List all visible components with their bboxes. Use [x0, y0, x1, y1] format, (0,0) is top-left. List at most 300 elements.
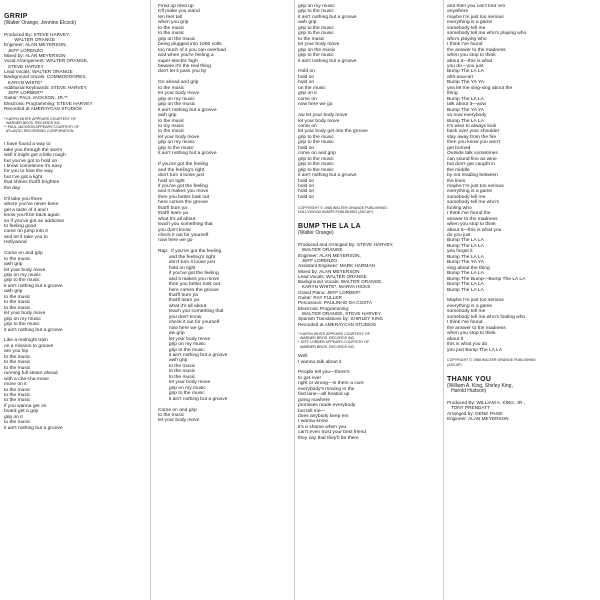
lyric-line: to the music — [4, 398, 31, 404]
lyric-line: does anybody keep em — [298, 414, 349, 420]
lyric-line: to the music — [158, 369, 196, 375]
credit-line: JEFF LORBER** — [4, 90, 44, 96]
lyric-line: and it makes you move — [158, 189, 209, 195]
lyric-line: to the music — [4, 420, 31, 426]
lyric-line: People tell you—there's — [298, 370, 350, 376]
lyric-line: but I've got a light — [4, 174, 43, 180]
lyric-line: check it out for yourself — [158, 320, 220, 326]
lyric-line: It's wise to always look — [447, 123, 497, 129]
lyric-line: that'll learn ya — [158, 298, 199, 304]
lyric-line: to the music — [4, 256, 31, 262]
lyric-line: here comes the groove — [158, 200, 209, 206]
lyric-line: to the music — [158, 363, 196, 369]
lyric-line: awh grip — [158, 113, 177, 119]
lyric-line: grip to the music — [298, 31, 334, 37]
lyric-line: if you wanna get on — [4, 403, 47, 409]
credit-line: Produced By: STEVE HARVEY, — [4, 31, 71, 37]
lyric-line: to the music — [4, 387, 31, 393]
lyric-line: and when you're feeling a — [158, 53, 214, 59]
lyric-line: if you've got the feeling — [158, 183, 208, 189]
lyric-line: ten feet tall — [158, 14, 182, 20]
lyric-line: where you've never been — [4, 202, 59, 208]
lyric-line: grip to the music — [158, 391, 205, 397]
credit-line: Mixed by: ALAN MEYERSON — [4, 53, 66, 59]
lyric-line: aw grip — [158, 331, 185, 337]
lyric-line: it ain't nothing but a groove — [158, 353, 228, 358]
song-title-thank-you: THANK YOU — [447, 375, 492, 383]
lyric-line: fast lane—all heated up — [298, 392, 350, 398]
lyric-line: to the music — [4, 300, 31, 306]
songwriters: (Walter Orange) — [298, 230, 334, 237]
lyric-line: it ain't nothing but a groove — [4, 327, 63, 333]
column-divider — [150, 0, 151, 600]
lyric-line: I wanna know — [298, 419, 328, 425]
lyric-line: but don't get caught in — [447, 162, 495, 168]
lyric-line: grip on my music — [4, 273, 41, 279]
lyric-line: Come on and grip — [4, 251, 43, 257]
lyric-line: then you know you won't — [447, 140, 501, 146]
lyric-line: it ain't nothing but a groove — [298, 58, 357, 64]
lyric-line: Bump The LA LA — [447, 96, 484, 102]
lyric-line: you do—you just — [447, 63, 484, 69]
lyric-line: answer to the madness — [447, 216, 498, 222]
credit-line: JEFF LORENZO — [4, 47, 44, 53]
lyric-line: to the music — [158, 25, 185, 31]
lyric-line: grip to the music — [298, 134, 334, 140]
writer-line: Harold Hudson) — [447, 388, 487, 395]
lyric-line: grip to the music — [4, 278, 40, 284]
lyric-line: grip on the music — [158, 102, 196, 108]
lyric-line: awh grip — [4, 262, 23, 268]
lyric-line: everything is a game — [447, 189, 493, 195]
credit-line: JEFF LORENZO — [298, 257, 338, 263]
lyric-line: If you've got the feeling — [158, 162, 209, 168]
lyric-line: well it might get a little rough — [4, 153, 66, 159]
courtesy-line: * KARYN WHITE APPEARS COURTESY OF — [298, 332, 370, 337]
lyric-line: about it—this is what you — [447, 227, 502, 233]
writer-line: (William A. King, Shirley King, — [447, 382, 513, 389]
lyric-line: the lines — [447, 178, 466, 184]
lyric-line: this is what you do — [447, 342, 488, 348]
lyric-line: grip on my music — [4, 316, 41, 322]
lyric-line: talk about it—aow — [447, 102, 486, 108]
lyric-line: I wanna talk about it — [298, 359, 342, 365]
lyric-line: fooling who — [447, 205, 472, 211]
lyric-line: Bump The LA LA — [447, 69, 484, 75]
lyric-line: are you hip — [4, 349, 29, 355]
column-1 — [4, 4, 144, 600]
copyright-line: COPYRIGHT © 1988 WALTER ORANGE PUBLISHING; — [298, 205, 388, 210]
lyric-line: grip on it — [4, 414, 23, 420]
lyric-line: It'll make you stand — [158, 9, 200, 15]
lyric-line: it ain't nothing but a groove — [158, 151, 217, 157]
lyric-line: get burned — [447, 145, 471, 151]
lyrics-block — [4, 142, 144, 431]
lyric-line: yea let me sing-sing about the — [447, 85, 513, 91]
lyric-line: to the music — [4, 305, 31, 311]
courtesy-notes — [298, 332, 446, 348]
lyric-line: I think I've found — [447, 320, 483, 326]
copyright-line: (ASCAP) — [447, 362, 462, 367]
lyric-line: hold on — [298, 189, 315, 195]
lyric-line: hold on — [298, 194, 315, 200]
lyric-line: to the music — [298, 36, 325, 42]
lyric-line: thing — [447, 91, 458, 97]
lyric-line: let your body move — [158, 418, 200, 424]
credit-line: Vocal Arrangement: WALTER ORANGE, — [4, 58, 89, 64]
lyric-line: by not reading between — [447, 173, 498, 179]
lyric-line: come on — [298, 123, 317, 129]
lyric-line: it ain't nothing but a groove — [298, 173, 357, 179]
lyric-line: but tell me— — [298, 408, 326, 414]
lyric-line: yea forget it — [447, 249, 473, 255]
lyric-line: grip to the music — [298, 156, 334, 162]
lyric-line: Bump The LA LA — [447, 282, 484, 288]
lyric-line: grip to the music — [298, 25, 334, 31]
lyric-line: to my music — [158, 123, 185, 129]
lyric-line: let your body move — [158, 91, 200, 97]
lyric-line: too much of it you can overload — [158, 47, 226, 53]
lyric-line: grip on my music — [158, 342, 206, 348]
lyric-line: hold on — [298, 74, 315, 80]
courtesy-line: WARNER BROS. RECORDS INC. — [298, 336, 356, 341]
lyric-line: grip on the music — [298, 47, 336, 53]
lyric-line: Bump The LA LA — [447, 271, 484, 277]
lyric-line: move on it — [4, 382, 27, 388]
lyric-line: somebody tell me who's fooling who — [447, 314, 526, 320]
lyric-line: Bump The LA LA — [447, 254, 484, 260]
lyric-line: to the music — [4, 294, 31, 300]
lyric-line: grip to the music — [298, 9, 334, 15]
songwriters — [447, 384, 597, 395]
column-2 — [158, 4, 298, 600]
lyric-line: running full steam ahead — [4, 371, 58, 377]
lyric-line: and let it take you to — [4, 234, 48, 240]
lyric-line: Bump The YA YA — [447, 107, 485, 113]
lyric-line: Bump The Bump—Bump The LA LA — [447, 276, 526, 282]
lyric-line: about it — [447, 336, 464, 342]
lyric-line: take you through the storm — [4, 147, 63, 153]
lyric-line: awh grip — [298, 20, 317, 26]
lyric-line: do you just — [447, 233, 471, 239]
lyric-line: about it—this is what — [447, 58, 493, 64]
lyric-line: for you to lose the way — [4, 169, 53, 175]
lyric-line: you just Bump The LA LA — [447, 347, 503, 353]
copyright-notice — [447, 358, 597, 366]
lyric-line: back over your shoulder — [447, 129, 500, 135]
lyric-line: on a mission to groove — [4, 343, 54, 349]
lyric-line: somebody tell me who's playing who — [447, 31, 527, 37]
lyric-line: awh grip — [4, 289, 23, 295]
lyric-line: that'll burn ya — [158, 205, 187, 211]
lyric-line: what it's all about — [158, 216, 196, 222]
lyric-line: to the music — [158, 412, 185, 418]
lyric-line: to feeling good — [4, 223, 37, 229]
lyric-line: to the music — [158, 118, 185, 124]
lyric-line: Like a midnight train — [4, 338, 48, 344]
lyric-line: when you stop to think — [447, 222, 496, 228]
credit-line: WALTER ORANGE — [298, 247, 343, 253]
credit-line: Lead Vocals: WALTER ORANGE — [4, 68, 73, 74]
credit-line: Guitar: PAUL JACKSON, JR.** — [4, 95, 68, 101]
lyric-line: Come on and grip — [158, 407, 197, 413]
lyric-line: everything is a game — [447, 20, 493, 26]
lyric-line: ahh-aow-arr — [447, 74, 474, 80]
lyric-line: then you better look out — [158, 282, 220, 288]
lyric-line: grip on my music — [298, 4, 335, 9]
lyric-line: stay away from the fire — [447, 134, 497, 140]
lyric-line: it ain't nothing but a groove — [158, 107, 217, 113]
copyright-notice — [298, 206, 446, 214]
lyric-line: get a taste of it and I — [4, 207, 49, 213]
lyric-line: come on — [298, 96, 317, 102]
lyric-line: it ain't nothing but a groove — [158, 396, 228, 402]
lyric-line: to the music — [4, 360, 31, 366]
lyrics-block — [447, 4, 597, 353]
credit-line: WALTER ORANGE — [4, 37, 56, 43]
lyric-line: Bump The LA LA — [447, 118, 484, 124]
credit-line: STEVE HARVEY — [4, 63, 44, 69]
credit-line: Spanish Translations by: SHIRLEY KING — [298, 316, 384, 322]
lyric-line: Aw let your body move — [298, 113, 348, 119]
lyric-line: to the music — [158, 31, 185, 37]
lyric-line: somebody tell me who's — [447, 200, 500, 206]
lyric-line: you don't know — [158, 314, 202, 320]
lyric-line: to the music — [4, 354, 31, 360]
lyric-line: grip to the music — [4, 322, 40, 328]
lyric-line: I have found a way to — [4, 142, 51, 148]
lyric-line: you don't know — [158, 227, 191, 233]
lyric-line: beware it's the real thing — [158, 63, 211, 69]
courtesy-line: * KARYN WHITE APPEARS COURTESY OF — [4, 116, 76, 121]
credit-line: WALTER ORANGE, STEVE HARVEY — [298, 310, 382, 316]
credit-line: Arranged by: GENE PAGE — [447, 410, 503, 416]
lyric-line: it's a shame when you — [298, 424, 347, 430]
lyric-line: going nowhere — [298, 397, 331, 403]
lyric-line: to the music — [4, 365, 31, 371]
lyric-line: somebody tell me — [447, 25, 486, 31]
lyric-line: let your body move — [4, 311, 46, 317]
lyric-line: Maybe I'm just too serious — [447, 298, 504, 304]
lyric-line: grip to the music — [158, 145, 194, 151]
credit-line: Engineer: ALAN MEYERSON — [447, 416, 509, 422]
lyric-line: and the feeling's right — [158, 167, 205, 173]
lyric-line: can't even trust your best friend — [298, 430, 367, 436]
lyric-line: the answer to the madness — [447, 325, 506, 331]
lyric-line: the day — [4, 185, 21, 191]
lyric-line: Bump The YA YA — [447, 80, 485, 86]
lyric-line: let your body move — [158, 380, 211, 386]
credit-line: TONY PRENDATT — [447, 405, 490, 411]
lyric-line: grip to the music — [298, 162, 334, 168]
credit-line: Produced and Arranged By: STEVE HARVEY, — [298, 242, 394, 248]
lyric-line: now here we go — [158, 325, 204, 331]
credit-line: Electronic Programming: STEVE HARVEY — [4, 100, 93, 106]
lyric-line: so if you've got an addiction — [4, 218, 65, 224]
lyric-line: hold on tight — [158, 265, 196, 271]
lyric-line: the answer to the madness — [447, 47, 506, 53]
lyric-line: everything is a game — [447, 303, 493, 309]
lyric-line: teach you something that — [158, 309, 224, 315]
lyric-line: and the feeling's right — [158, 254, 216, 260]
lyric-line: grip on the music — [158, 36, 196, 42]
credit-line: Grand Piano: JEFF LORBER* — [298, 289, 361, 295]
credit-line: Engineer: ALAN MEYERSON, — [4, 42, 67, 48]
lyric-line: Bump The YA YA — [447, 260, 485, 266]
lyric-line: can sound fine as wine — [447, 156, 497, 162]
lyric-line: that'll burn ya — [158, 293, 198, 299]
lyric-line: being plugged into 1000 volts — [158, 42, 222, 48]
lyric-line: but you've got to hold on — [4, 158, 58, 164]
lyric-line: the middle — [447, 167, 470, 173]
lyric-line: teach you something that — [158, 222, 213, 228]
lyrics-block — [298, 354, 446, 441]
lyric-line: don't let it pass you by — [158, 69, 207, 75]
courtesy-line: WARNER BROS. RECORDS INC. — [4, 120, 62, 125]
lyric-line: what it's all about — [158, 303, 207, 309]
lyric-line: grip on my music — [158, 140, 195, 146]
song-credits — [4, 32, 144, 111]
lyric-line: come on and grip — [298, 151, 336, 157]
credit-line: KARYN WHITE*, MARVA HICKS — [298, 284, 371, 290]
lyric-line: don't turn it loose just — [158, 173, 205, 179]
lyric-line: right or wrong—is there a cure — [298, 381, 364, 387]
lyric-line: somebody tell me — [447, 194, 486, 200]
lyric-line: hold on — [298, 145, 315, 151]
credit-line: Recorded at AMERAYCAN STUDIOS — [298, 321, 377, 327]
courtesy-line: WARNER BROS. RECORDS INC. — [298, 344, 356, 349]
lyric-line: Hollywood — [4, 240, 27, 246]
lyric-line: if you've got the feeling — [158, 271, 219, 277]
lyric-line: to the music — [158, 374, 196, 380]
lyric-line: Fired up fired up — [158, 4, 194, 9]
lyric-line: it ain't nothing but a groove — [4, 425, 63, 431]
lyric-line: Bump The LA LA — [447, 243, 484, 249]
lyric-line: then you better look out — [158, 194, 210, 200]
credit-line: Engineer: ALAN MEYERSON, — [298, 252, 361, 258]
lyric-line: when you grip — [158, 20, 189, 26]
lyric-line: hold on — [298, 183, 315, 189]
lyric-line: when you stop to think — [447, 331, 496, 337]
lyric-line: come on jump into it — [4, 229, 48, 235]
credit-line: Assistant Engineer: MARK HARMAN — [298, 263, 375, 269]
lyric-line: so now everybody — [447, 113, 487, 119]
lyric-line: grip to the music — [298, 53, 334, 59]
lyric-line: sing about the thing — [447, 265, 490, 271]
lyric-line: it ain't nothing but a groove — [298, 14, 357, 20]
lyric-line: let your body move — [158, 336, 211, 342]
song-title-grrip: GRRIP — [4, 13, 28, 20]
lyric-line: anywhere — [447, 9, 469, 15]
lyric-line: and then you can't find 'em — [447, 4, 506, 9]
lyric-line: to the music — [4, 393, 31, 398]
lyric-line: super electric high — [158, 58, 198, 64]
lyric-line: that shines that'll brighten — [4, 180, 60, 186]
lyric-line: grip on my music — [158, 96, 195, 102]
lyric-line: somebody tell me — [447, 309, 486, 315]
lyric-line: it ain't nothing but a groove — [4, 283, 63, 289]
lyric-line: I think I've found — [447, 42, 483, 48]
credit-line: Recorded at AMERAYCAN STUDIOS — [4, 106, 83, 112]
lyric-line: when you stop to think — [447, 53, 496, 59]
lyric-line: on the music — [298, 85, 326, 91]
lyric-line: grip to the music — [298, 140, 334, 146]
courtesy-notes — [4, 117, 144, 133]
lyric-line: now here we go — [298, 102, 333, 108]
credit-line: Percussion: PAULINHO DA COSTA — [298, 300, 373, 306]
lyric-line: let your body get into the groove — [298, 129, 368, 135]
lyric-line: grip to the music — [298, 167, 334, 173]
lyric-line: now here we go — [158, 238, 193, 244]
lyric-line: awh grip — [158, 358, 188, 364]
lyric-line: maybe I'm just too serious — [447, 183, 504, 189]
lyrics-block — [298, 4, 446, 200]
copyright-line: HOLLYWOOD AVAIRS PUBLISHING (ASCAP) — [298, 209, 373, 214]
credit-line: Additional Keyboards: STEVE HARVEY, — [4, 84, 88, 90]
lyric-line: with a cha-cha move — [4, 376, 49, 382]
lyric-line: let your body move — [4, 267, 46, 273]
lyric-line: that'll learn ya — [158, 211, 189, 217]
lyric-line: don't turn it loose just — [158, 260, 215, 266]
song-credits — [447, 400, 597, 421]
lyric-line: who's playing who — [447, 36, 487, 42]
copyright-line: COPYRIGHT © 1988 WALTER ORANGE PUBLISHING — [447, 358, 536, 363]
lyric-line: here comes the groove — [158, 287, 219, 293]
lyric-line: to the music — [158, 85, 185, 91]
lyric-line: hold on tight — [158, 178, 185, 184]
credit-line: Lead Vocals: WALTER ORANGE — [298, 273, 367, 279]
lyric-line: Bump The LA LA — [447, 238, 484, 244]
lyric-line: let your body move — [298, 42, 340, 48]
courtesy-line: ** PAUL JACKSON APPEARS COURTESY OF — [4, 124, 80, 129]
lyric-line: to the music — [158, 129, 185, 135]
credit-line: Mixed by: ALAN MEYERSON — [298, 268, 360, 274]
lyric-line: to get over — [298, 375, 322, 381]
lyric-line: board get a grip — [4, 409, 39, 415]
lyrics-block — [158, 4, 298, 424]
lyric-line: Well — [298, 354, 308, 360]
courtesy-line: * JEFF LORBER APPEARS COURTESY OF — [298, 340, 370, 345]
lyric-line: hold on — [298, 178, 315, 184]
credit-line: Guitar: RAY FULLER — [298, 295, 342, 301]
credit-line: Background Vocals: WALTER ORANGE, — [298, 279, 383, 285]
lyric-line: grip on my music — [158, 385, 206, 391]
lyric-line: let your body move — [298, 118, 340, 124]
lyric-line: grip on it — [298, 91, 317, 97]
credit-line: KARYN WHITE* — [4, 79, 43, 85]
lyric-line: let your body move — [158, 134, 200, 140]
lyric-line: know you'll be back again — [4, 213, 60, 219]
column-4 — [447, 4, 597, 600]
lyric-line: Go ahead and grip — [158, 80, 199, 86]
credit-line: Background Vocals: COMMODOORES, — [4, 74, 87, 80]
lyric-line: hold on — [298, 80, 315, 86]
lyric-line: maybe I'm just too serious — [447, 14, 504, 20]
lyric-line: grip to the music — [158, 347, 205, 353]
lyric-line: It'll take you there — [4, 196, 43, 202]
lyric-line: Bump The LA LA — [447, 287, 484, 293]
lyric-line: promises made everybody — [298, 403, 356, 409]
lyric-line: everybody's moving in the — [298, 386, 355, 392]
song-title-bump-the-la-la: BUMP THE LA LA — [298, 223, 361, 231]
credit-line: Electronic Programming: — [298, 305, 350, 311]
lyric-line: Rap: If you've got the feeling — [158, 249, 222, 255]
lyric-line: they say that they'll be there — [298, 435, 359, 441]
column-3 — [298, 4, 446, 600]
songwriters: (Walter Orange, Jennine Elcock) — [4, 20, 77, 26]
lyric-line: Hold on — [298, 69, 315, 75]
lyric-line: and it makes you move — [158, 276, 220, 282]
